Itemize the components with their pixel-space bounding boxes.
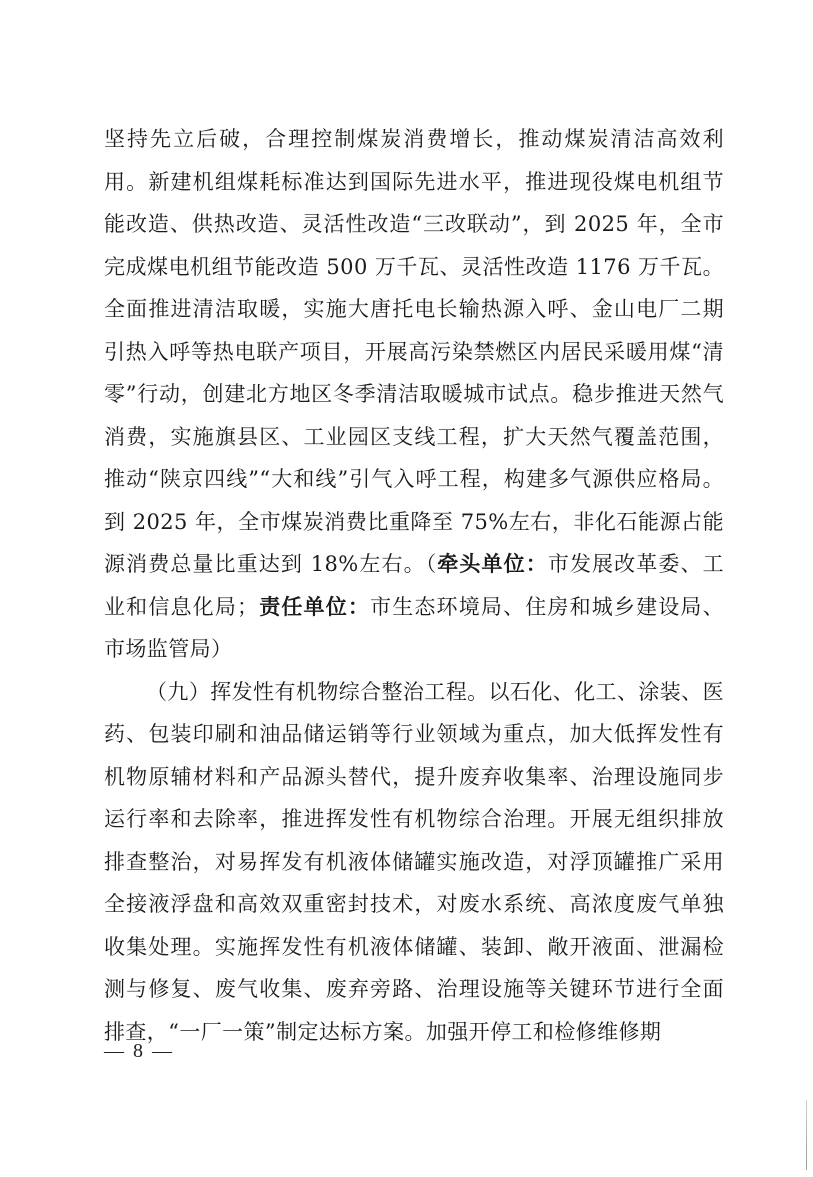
body-text <box>104 118 724 1053</box>
responsible-unit-label: 责任单位： <box>258 594 371 619</box>
open-paren: （ <box>425 552 438 576</box>
responsible-unit-list: 市生态环境局、住房和城乡建设局、市场监管局） <box>104 594 724 661</box>
lead-unit-label: 牵头单位： <box>437 552 548 576</box>
paragraph-coal-control <box>104 118 724 671</box>
section-heading: （九）挥发性有机物综合整治工程。 <box>146 679 489 704</box>
scan-edge-mark <box>806 1100 807 1170</box>
paragraph-text: 坚持先立后破，合理控制煤炭消费增长，推动煤炭清洁高效利用。新建机组煤耗标准达到国际先进水平，推进现役煤电机组节能改造、供热改造、灵活性改造“三改联动”，到 2025 年，全市完成煤电机组节能改造 500 万千瓦、灵活性改造 1176 万千瓦。全面推进清洁取暖，实施大唐托电长输热源入呼、金山电厂二期引热入呼等热电联产项目，开展高污染禁燃区内居民采暖用煤“清零”行动，创建北方地区冬季清洁取暖城市试点。稳步推进天然气消费，实施旗县区、工业园区支线工程，扩大天然气覆盖范围，推动“陕京四线”“大和线”引气入呼工程，构建多气源供应格局。到 2025 年，全市煤炭消费比重降至 75%左右，非化石能源占能源消费总量比重达到 18%左右。 <box>104 127 724 576</box>
page-number: — 8 — <box>104 1040 174 1062</box>
paragraph-text: 以石化、化工、涂装、医药、包装印刷和油品储运销等行业领域为重点，加大低挥发性有机物原辅材料和产品源头替代，提升废弃收集率、治理设施同步运行率和去除率，推进挥发性有机物综合治理。开展无组织排放排查整治，对易挥发有机液体储罐实施改造，对浮顶罐推广采用全接液浮盘和高效双重密封技术，对废水系统、高浓度废气单独收集处理。实施挥发性有机液体储罐、装卸、敞开液面、泄漏检测与修复、废气收集、废弃旁路、治理设施等关键环节进行全面排查，“一厂一策”制定达标方案。加强开停工和检修维修期 <box>104 679 724 1044</box>
lead-unit-list: 市发展改革委、工业和信息化局； <box>104 552 725 619</box>
paragraph-voc-governance <box>104 671 724 1054</box>
